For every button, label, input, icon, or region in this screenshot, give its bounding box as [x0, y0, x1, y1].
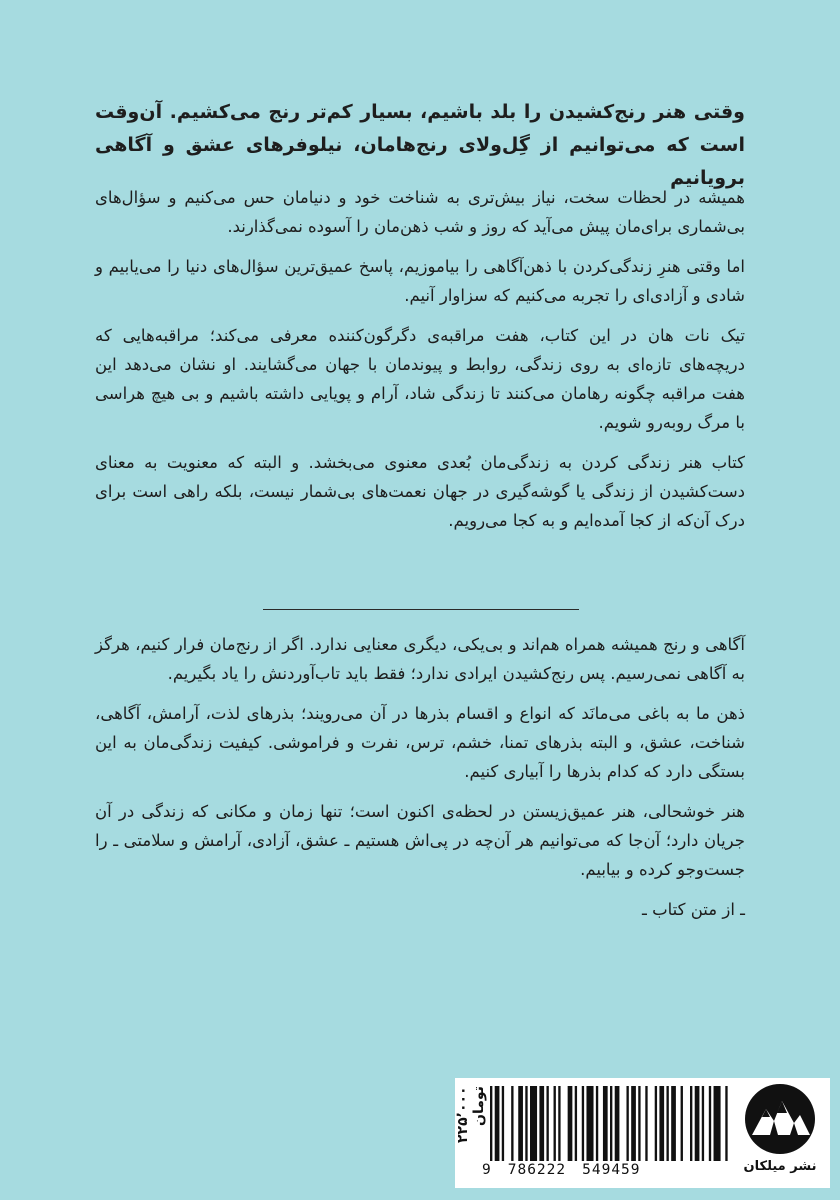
- isbn-part: 549459: [582, 1162, 641, 1178]
- barcode-bar: [558, 1086, 560, 1161]
- section-divider: [263, 609, 579, 610]
- barcode-bar: [582, 1086, 584, 1161]
- isbn-number: [482, 1162, 734, 1182]
- barcode-bar: [554, 1086, 556, 1161]
- publisher-logo: [740, 1083, 820, 1183]
- barcode-bar: [702, 1086, 704, 1161]
- barcode-bar: [690, 1086, 692, 1161]
- barcode-bar: [666, 1086, 668, 1161]
- excerpt-paragraph: آگاهی و رنج همیشه همراه هم‌اند و بی‌یکی، دیگری معنایی ندارد. اگر از رنج‌مان فرار کنیم، هرگز به آگاهی نمی‌رسیم. پس رنج‌کشیدن ایرادی ندارد؛ فقط باید تاب‌آوردنش را یاد بگیریم.: [95, 635, 745, 683]
- isbn-part: 786222: [507, 1162, 567, 1178]
- barcode-bar: [725, 1086, 727, 1161]
- source-note: ـ از متن کتاب ـ: [642, 900, 745, 919]
- barcode-bar: [495, 1086, 500, 1161]
- intro-paragraph: تیک نات هان در این کتاب، هفت مراقبه‌ی دگرگون‌کننده معرفی می‌کند؛ مراقبه‌هایی که دریچه‌های تازه‌ای به روی زندگی، روابط و پیوندمان با جهان می‌گشایند. او نشان می‌دهد این هفت مراقبه چگونه رهامان می‌کنند تا زندگی شاد، آرام و پویایی داشته باشیم و بی هیچ هراسی با مرگ روبه‌رو شویم.: [95, 326, 745, 432]
- barcode-bar: [615, 1086, 620, 1161]
- barcode-bar: [714, 1086, 721, 1161]
- barcode-bar: [530, 1086, 537, 1161]
- barcode-bar: [638, 1086, 640, 1161]
- mountains-in-circle-icon: [744, 1083, 816, 1155]
- barcode-bar: [645, 1086, 647, 1161]
- barcode-bar: [671, 1086, 676, 1161]
- barcode-bar: [596, 1086, 598, 1161]
- barcode-bar: [655, 1086, 657, 1161]
- excerpt-paragraph: هنر خوشحالی، هنر عمیق‌زیستن در لحظه‌ی اکنون است؛ تنها زمان و مکانی که زندگی در آن جریان دارد؛ آن‌جا که می‌توانیم هر آن‌چه در پی‌اش هستیم ـ عشق، آزادی، آرامش و سلامتی ـ را جست‌وجو کرده و بیابیم.: [95, 802, 745, 879]
- isbn-part: 9: [482, 1162, 492, 1178]
- intro-paragraph: اما وقتی هنرِ زندگی‌کردن با ذهن‌آگاهی را بیاموزیم، پاسخ عمیق‌ترین سؤال‌های دنیا را می‌یابیم و شادی و آزادی‌ای را تجربه می‌کنیم که سزاوار آنیم.: [95, 257, 745, 305]
- barcode-bar: [659, 1086, 664, 1161]
- barcode-bar: [511, 1086, 513, 1161]
- price-label: ۲۲۵٬۰۰۰ تومان: [455, 1086, 487, 1143]
- excerpt-section: [95, 630, 745, 924]
- headline: وقتی هنر رنج‌کشیدن را بلد باشیم، بسیار کم‌تر رنج می‌کشیم. آن‌وقت است که می‌توانیم از گِل‌ولای رنج‌هامان، نیلوفرهای عشق و آگاهی برویانیم: [95, 101, 745, 189]
- barcode-bar: [709, 1086, 711, 1161]
- barcode-icon: [490, 1086, 730, 1161]
- barcode-bar: [546, 1086, 548, 1161]
- intro-paragraph: همیشه در لحظات سخت، نیاز بیش‌تری به شناخت خود و دنیامان حس می‌کنیم و سؤال‌های بی‌شماری برای‌مان پیش می‌آید که روز و شب ذهن‌مان را آسوده نمی‌گذارند.: [95, 188, 745, 236]
- barcode-bar: [681, 1086, 683, 1161]
- barcode-bar: [631, 1086, 636, 1161]
- barcode-bar: [610, 1086, 612, 1161]
- barcode-bar: [695, 1086, 700, 1161]
- barcode-bar: [626, 1086, 628, 1161]
- barcode-bar: [586, 1086, 593, 1161]
- barcode-bar: [518, 1086, 523, 1161]
- barcode-bar: [575, 1086, 577, 1161]
- barcode-bar: [525, 1086, 527, 1161]
- barcode-bar: [539, 1086, 544, 1161]
- publisher-name: نشر میلکان: [743, 1159, 817, 1174]
- barcode-bar: [502, 1086, 504, 1161]
- barcode-bar: [490, 1086, 492, 1161]
- barcode-bar: [568, 1086, 573, 1161]
- barcode-bar: [603, 1086, 608, 1161]
- intro-section: [95, 183, 745, 546]
- intro-paragraph: کتاب هنر زندگی کردن به زندگی‌مان بُعدی معنوی می‌بخشد. و البته که معنویت به معنای دست‌کشیدن از زندگی یا گوشه‌گیری در جهان نعمت‌های بی‌شمار نیست، بلکه راهی است برای درک آن‌که از کجا آمده‌ایم و به کجا می‌رویم.: [95, 453, 745, 530]
- excerpt-paragraph: ذهن ما به باغی می‌مانَد که انواع و اقسام بذرها در آن می‌رویند؛ بذرهای لذت، آرامش، آگاهی، شناخت، عشق، و البته بذرهای تمنا، خشم، ترس، نفرت و فراموشی. کیفیت زندگی‌مان به این بستگی دارد که کدام بذرها را آبیاری کنیم.: [95, 704, 745, 781]
